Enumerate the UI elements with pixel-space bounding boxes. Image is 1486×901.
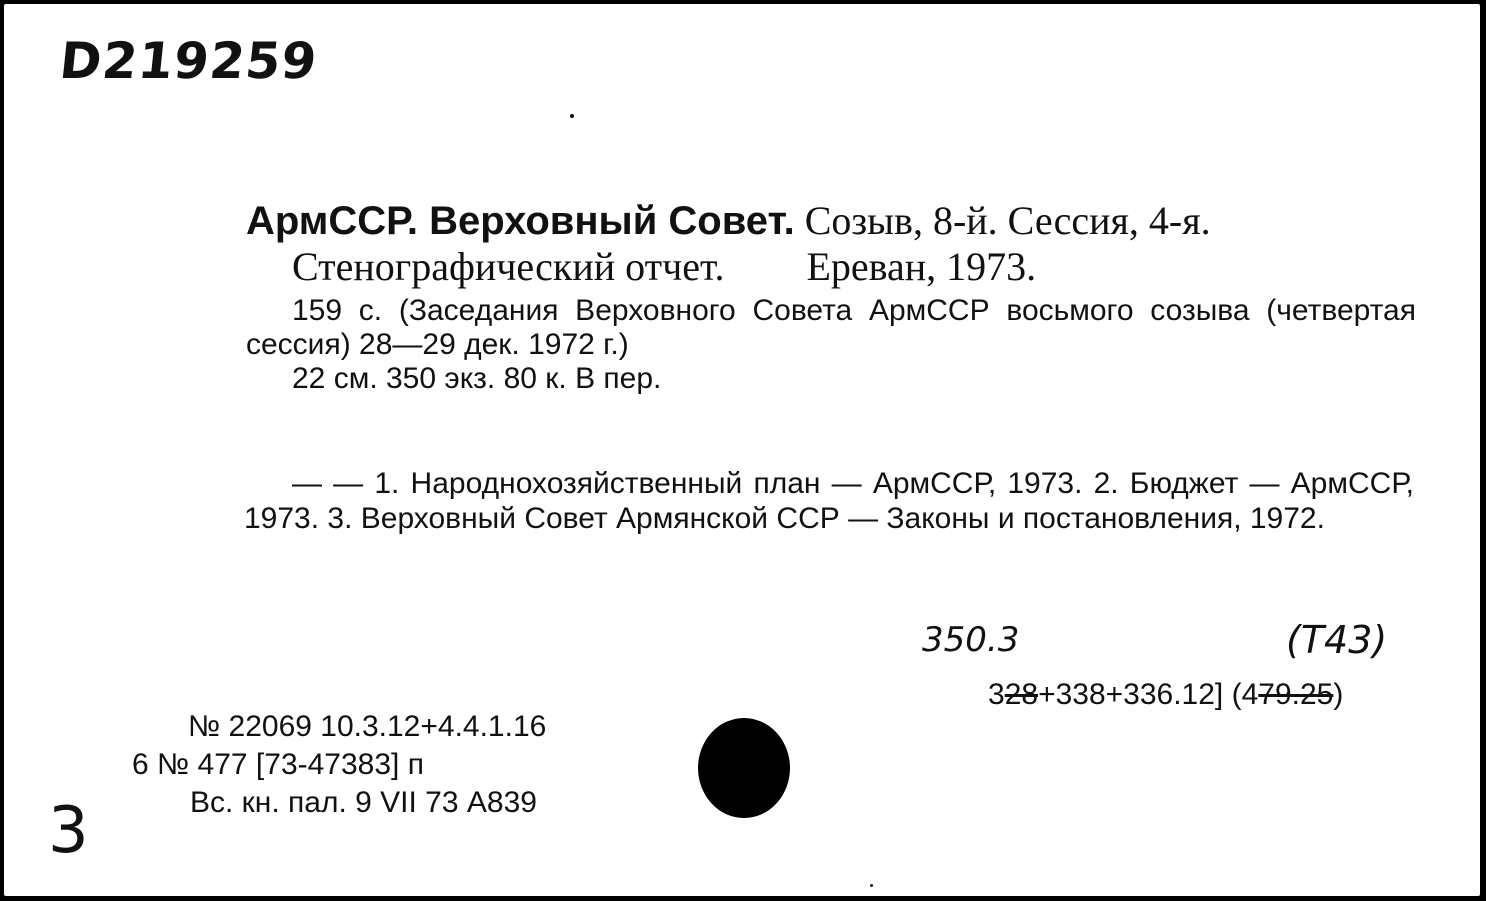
class-struck: 28 (1004, 678, 1039, 711)
class-prefix: 3 (988, 678, 1005, 711)
catalog-card (4, 4, 1480, 896)
shelf-mark-handwritten: 350.3 (922, 620, 1020, 660)
entry-description: 159 с. (Заседания Верховного Совета АрмССР восьмого созыва (четвертая сессия) 28—29 дек. 1972 г.) (246, 294, 1416, 361)
entry-heading (246, 198, 1416, 244)
punch-hole (698, 718, 790, 818)
class-struck-2: 79.25 (1258, 678, 1334, 711)
entry-physical: 22 см. 350 экз. 80 к. В пер. (292, 362, 662, 395)
subject-headings: — — 1. Народнохозяйственный план — АрмССР, 1973. 2. Бюджет — АрмССР, 1973. 3. Верховный Совет Армянской ССР — Законы и постановления, 1972. (244, 467, 1414, 535)
card-footer (132, 708, 546, 822)
entry-place-year: Ереван, 1973. (806, 244, 1037, 289)
handwritten-number: 3 (48, 794, 89, 868)
class-middle: +338+336.12] (4 (1038, 678, 1259, 711)
entry-title-part1: Созыв, 8-й. Сессия, 4-я. (794, 198, 1211, 243)
main-entry (246, 198, 1416, 396)
entry-title-line2 (246, 244, 1416, 290)
footer-line-1: № 22069 10.3.12+4.4.1.16 (188, 710, 547, 743)
entry-title-part2: Стенографический отчет. (292, 244, 725, 289)
ink-speck-2 (870, 884, 873, 887)
entry-author: АрмССР. Верховный Совет. (246, 199, 795, 243)
footer-line-3: Вс. кн. пал. 9 VII 73 А839 (190, 786, 537, 819)
ink-speck (570, 114, 574, 118)
class-suffix: ) (1333, 678, 1344, 711)
shelf-mark-handwritten-2: (Т43) (1286, 618, 1388, 662)
classification-line (988, 678, 1343, 712)
footer-line-2: 6 № 477 [73-47383] п (132, 748, 424, 781)
card-id-handwritten: D219259 (56, 32, 321, 90)
